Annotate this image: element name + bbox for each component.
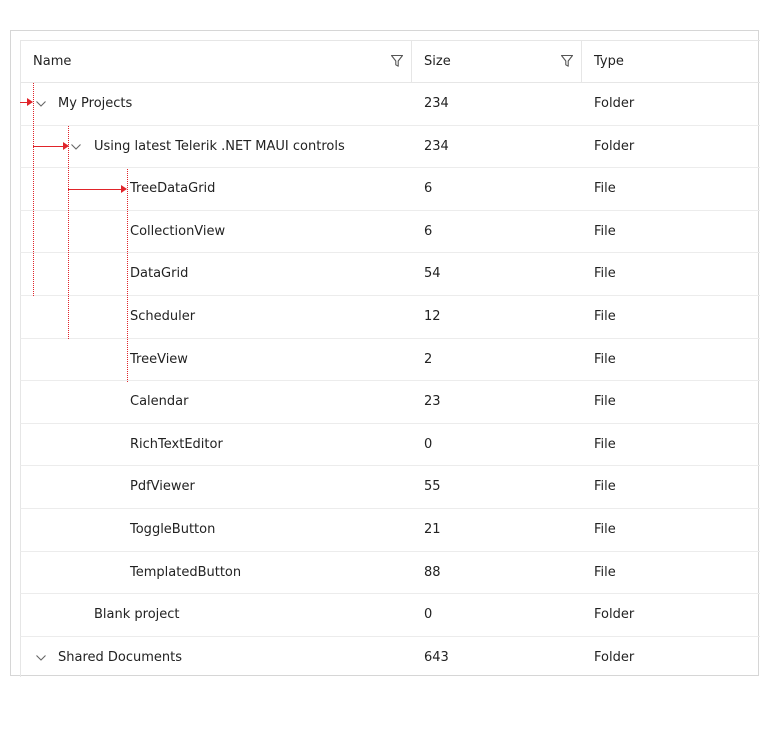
chevron-down-icon[interactable] [35,652,47,664]
cell-type: File [594,479,616,495]
cell-name: DataGrid [130,266,189,282]
indent-guide-connector [33,146,64,147]
column-header-name[interactable] [21,41,412,83]
cell-size: 643 [424,649,449,665]
column-header-type[interactable] [582,41,760,83]
table-row[interactable] [20,381,760,424]
column-header-size-label: Size [424,54,451,69]
cell-size: 21 [424,521,441,537]
cell-size: 2 [424,351,433,367]
table-row[interactable] [20,637,760,677]
indent-guide-line [68,126,69,339]
cell-type: File [594,266,616,282]
indent-guide-arrow [63,142,69,150]
table-row[interactable] [20,168,760,211]
cell-name: CollectionView [130,223,226,239]
cell-type: File [594,181,616,197]
indent-guide-line [127,169,128,382]
indent-guide-line [33,83,34,296]
cell-size: 6 [424,223,433,239]
table-row[interactable] [20,126,760,169]
cell-type: Folder [594,138,635,154]
cell-name: TemplatedButton [130,564,242,580]
cell-type: File [594,521,616,537]
cell-type: Folder [594,96,635,111]
cell-type: File [594,394,616,410]
cell-size: 0 [424,436,433,452]
cell-type: File [594,436,616,452]
table-row[interactable] [20,594,760,637]
cell-name: RichTextEditor [130,436,223,452]
cell-size: 6 [424,181,433,197]
cell-size: 55 [424,479,441,495]
cell-type: Folder [594,649,635,665]
cell-size: 88 [424,564,441,580]
indent-guide-arrow [27,98,33,106]
cell-size: 0 [424,607,433,623]
cell-name: Using latest Telerik .NET MAUI controls [94,138,345,154]
table-row[interactable] [20,509,760,552]
cell-size: 234 [424,96,449,111]
tree-data-grid [20,40,760,677]
table-row[interactable] [20,211,760,254]
chevron-down-icon[interactable] [35,98,47,110]
column-header-name-label: Name [33,54,72,69]
cell-size: 54 [424,266,441,282]
indent-guide-arrow [121,185,127,193]
cell-type: File [594,308,616,324]
filter-icon[interactable] [390,54,404,68]
cell-type: Folder [594,607,635,623]
column-header-size[interactable] [412,41,582,83]
cell-name: TreeView [130,351,188,367]
chevron-down-icon[interactable] [70,141,82,153]
cell-type: File [594,223,616,239]
grid-header [20,40,760,83]
indent-guide-connector [68,189,122,190]
table-row[interactable] [20,424,760,467]
table-row[interactable] [20,466,760,509]
cell-name: Calendar [130,394,189,410]
table-row[interactable] [20,552,760,595]
table-row[interactable] [20,296,760,339]
table-row[interactable] [20,253,760,296]
table-row[interactable] [20,339,760,382]
cell-type: File [594,564,616,580]
cell-name: PdfViewer [130,479,195,495]
cell-type: File [594,351,616,367]
cell-size: 12 [424,308,441,324]
cell-name: My Projects [58,96,133,111]
cell-size: 234 [424,138,449,154]
grid-rows [20,83,760,677]
column-header-type-label: Type [594,54,624,69]
cell-name: TreeDataGrid [130,181,216,197]
cell-name: Shared Documents [58,649,183,665]
cell-size: 23 [424,394,441,410]
filter-icon[interactable] [560,54,574,68]
cell-name: Scheduler [130,308,196,324]
table-row[interactable] [20,83,760,126]
cell-name: ToggleButton [130,521,216,537]
cell-name: Blank project [94,607,180,623]
